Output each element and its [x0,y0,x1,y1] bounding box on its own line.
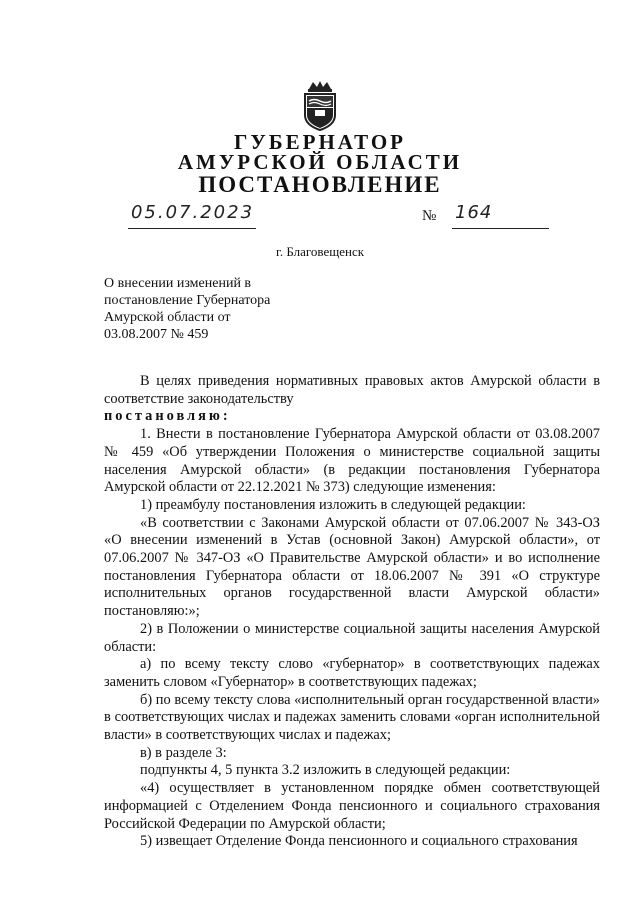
subject-line: 03.08.2007 № 459 [104,327,209,342]
subject-line: Амурской области от [104,310,231,325]
body-paragraph: подпункты 4, 5 пункта 3.2 изложить в следующей редакции: [140,762,511,779]
body-paragraph: 2) в Положении о министерстве социальной защиты населения Амурской области: [104,620,600,655]
authority-title: ГУБЕРНАТОР [233,130,407,154]
document-type-title: ПОСТАНОВЛЕНИЕ [198,172,442,197]
body-paragraph: «В соответствии с Законами Амурской области от 07.06.2007 № 343-ОЗ «О внесении изменений в Устав (основной Закон) Амурской области», от 07.06.2007 № 347-ОЗ «О Правительстве Амурской области» и во исполнение постановления Губернатора области от 18.06.2007 № 391 «О структуре исполнительных органов государственной власти Амурской области» постановляю:»; [104,514,600,620]
coat-of-arms-icon [295,79,345,131]
preamble-paragraph: В целях приведения нормативных правовых актов Амурской области в соответствие законодательству [104,373,600,407]
date-underline [128,228,256,229]
body-paragraph: б) по всему тексту слова «исполнительный орган государственной власти» в соответствующих числах и падежах заменить словами «орган исполнительной власти» в соответствующих числах и падежах; [104,691,600,744]
document-body [104,373,600,851]
handwritten-date: 05.07.2023 [130,202,255,223]
number-underline [452,228,549,229]
body-paragraph: в) в разделе 3: [140,744,227,761]
city-line: г. Благовещенск [275,244,365,259]
body-paragraph: а) по всему тексту слово «губернатор» в соответствующих падежах заменить словом «Губернатор» в соответствующих падежах; [104,656,600,690]
body-paragraph: 1. Внести в постановление Губернатора Амурской области от 03.08.2007 № 459 «Об утверждении Положения о министерстве социальной защиты населения Амурской области» (в редакции постановления Губернатора Амурской области от 22.12.2021 № 373) следующие изменения: [104,426,600,496]
subject-line: постановление Губернатора [104,293,271,308]
resolution-word: постановляю: [104,408,231,425]
body-paragraph: «4) осуществляет в установленном порядке обмен соответствующей информацией с Отделением Фонда пенсионного и социального страхования Российской Федерации по Амурской области; [104,780,600,832]
number-sign: № [422,208,437,224]
body-paragraph: 1) преамбулу постановления изложить в следующей редакции: [140,496,526,513]
body-paragraph: 5) извещает Отделение Фонда пенсионного и социального страхования [140,833,578,850]
region-title: АМУРСКОЙ ОБЛАСТИ [177,150,463,174]
subject-line: О внесении изменений в [104,276,252,291]
handwritten-number: 164 [455,202,493,223]
document-subject [104,275,270,343]
